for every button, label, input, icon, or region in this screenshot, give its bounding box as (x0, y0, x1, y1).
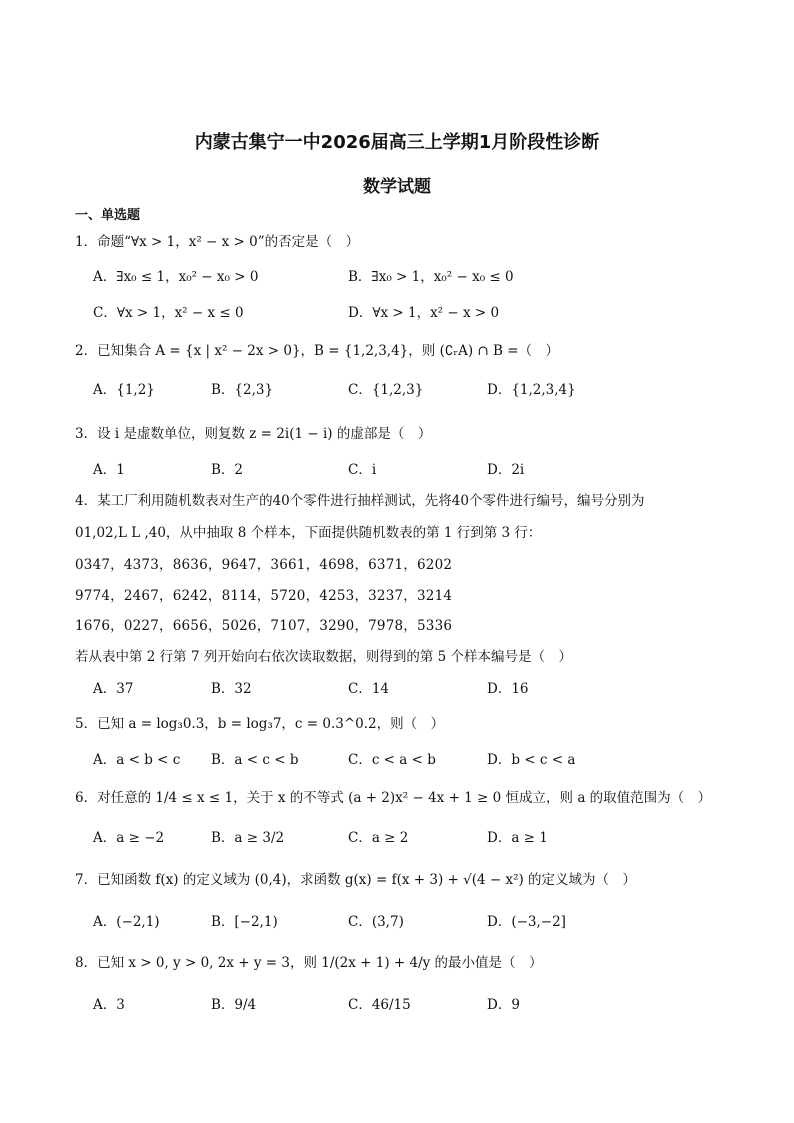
option-b: B．2 (211, 462, 244, 478)
question-stem: 5．已知 a = log₃0.3，b = log₃7，c = 0.3^0.2，则（ ） (75, 716, 445, 732)
option-b: B．∃x₀ > 1，x₀² − x₀ ≤ 0 (348, 269, 514, 285)
option-d: D．{1,2,3,4} (487, 382, 576, 398)
option-a: A．37 (93, 681, 134, 697)
option-d: D．16 (487, 681, 529, 697)
question-stem: 3．设 i 是虚数单位，则复数 z = 2i(1 − i) 的虚部是（ ） (75, 426, 432, 442)
random-table-row: 9774，2467，6242，8114，5720，4253，3237，3214 (75, 588, 453, 604)
random-table-row: 1676，0227，6656，5026，7107，3290，7978，5336 (75, 618, 453, 634)
question-tail: 若从表中第 2 行第 7 列开始向右依次读取数据，则得到的第 5 个样本编号是（ ） (75, 649, 573, 665)
option-c: C．a ≥ 2 (348, 830, 409, 846)
option-d: D．9 (487, 997, 520, 1013)
option-a: A．{1,2} (93, 382, 155, 398)
option-b: B．[−2,1) (211, 914, 278, 930)
option-d: D．a ≥ 1 (487, 830, 548, 846)
option-b: B．a ≥ 3/2 (211, 830, 285, 846)
option-d: D．∀x > 1，x² − x > 0 (348, 305, 500, 321)
question-stem: 6．对任意的 1/4 ≤ x ≤ 1，关于 x 的不等式 (a + 2)x² − 4x + 1 ≥ 0 恒成立，则 a 的取值范围为（ ） (75, 790, 712, 806)
option-d: D．b < c < a (487, 752, 576, 768)
option-d: D．2i (487, 462, 525, 478)
option-b: B．a < c < b (211, 752, 299, 768)
question-stem: 1．命题“∀x > 1，x² − x > 0”的否定是（ ） (75, 234, 360, 250)
option-c: C．∀x > 1，x² − x ≤ 0 (93, 305, 244, 321)
option-c: C．46/15 (348, 997, 411, 1013)
option-c: C．i (348, 462, 377, 478)
option-a: A．3 (93, 997, 125, 1013)
random-table-row: 0347，4373，8636，9647，3661，4698，6371，6202 (75, 557, 453, 573)
option-c: C．14 (348, 681, 390, 697)
question-stem: 8．已知 x > 0, y > 0, 2x + y = 3，则 1/(2x + 1) + 4/y 的最小值是（ ） (75, 955, 543, 971)
question-stem: 4．某工厂利用随机数表对生产的40个零件进行抽样测试，先将40个零件进行编号，编号分别为 (75, 493, 645, 509)
option-c: C．{1,2,3} (348, 382, 424, 398)
option-a: A．a ≥ −2 (93, 830, 165, 846)
option-b: B．9/4 (211, 997, 257, 1013)
page-title: 内蒙古集宁一中2026届高三上学期1月阶段性诊断 (194, 132, 600, 153)
section-heading: 一、单选题 (75, 208, 141, 223)
option-c: C．c < a < b (348, 752, 436, 768)
question-stem: 7．已知函数 f(x) 的定义域为 (0,4)，求函数 g(x) = f(x + 3) + √(4 − x²) 的定义域为（ ） (75, 872, 637, 888)
option-b: B．{2,3} (211, 382, 274, 398)
option-a: A．a < b < c (93, 752, 181, 768)
question-stem-continued: 01,02,L L ,40，从中抽取 8 个样本，下面提供随机数表的第 1 行到第 3 行： (75, 525, 542, 541)
option-b: B．32 (211, 681, 252, 697)
option-c: C．(3,7) (348, 914, 404, 930)
option-a: A．1 (93, 462, 125, 478)
page-subtitle: 数学试题 (363, 177, 431, 197)
question-stem: 2．已知集合 A = {x | x² − 2x > 0}，B = {1,2,3,4}，则 (∁ᵣA) ∩ B =（ ） (75, 343, 560, 359)
option-a: A．∃x₀ ≤ 1，x₀² − x₀ > 0 (93, 269, 259, 285)
option-a: A．(−2,1) (93, 914, 160, 930)
option-d: D．(−3,−2] (487, 914, 566, 930)
